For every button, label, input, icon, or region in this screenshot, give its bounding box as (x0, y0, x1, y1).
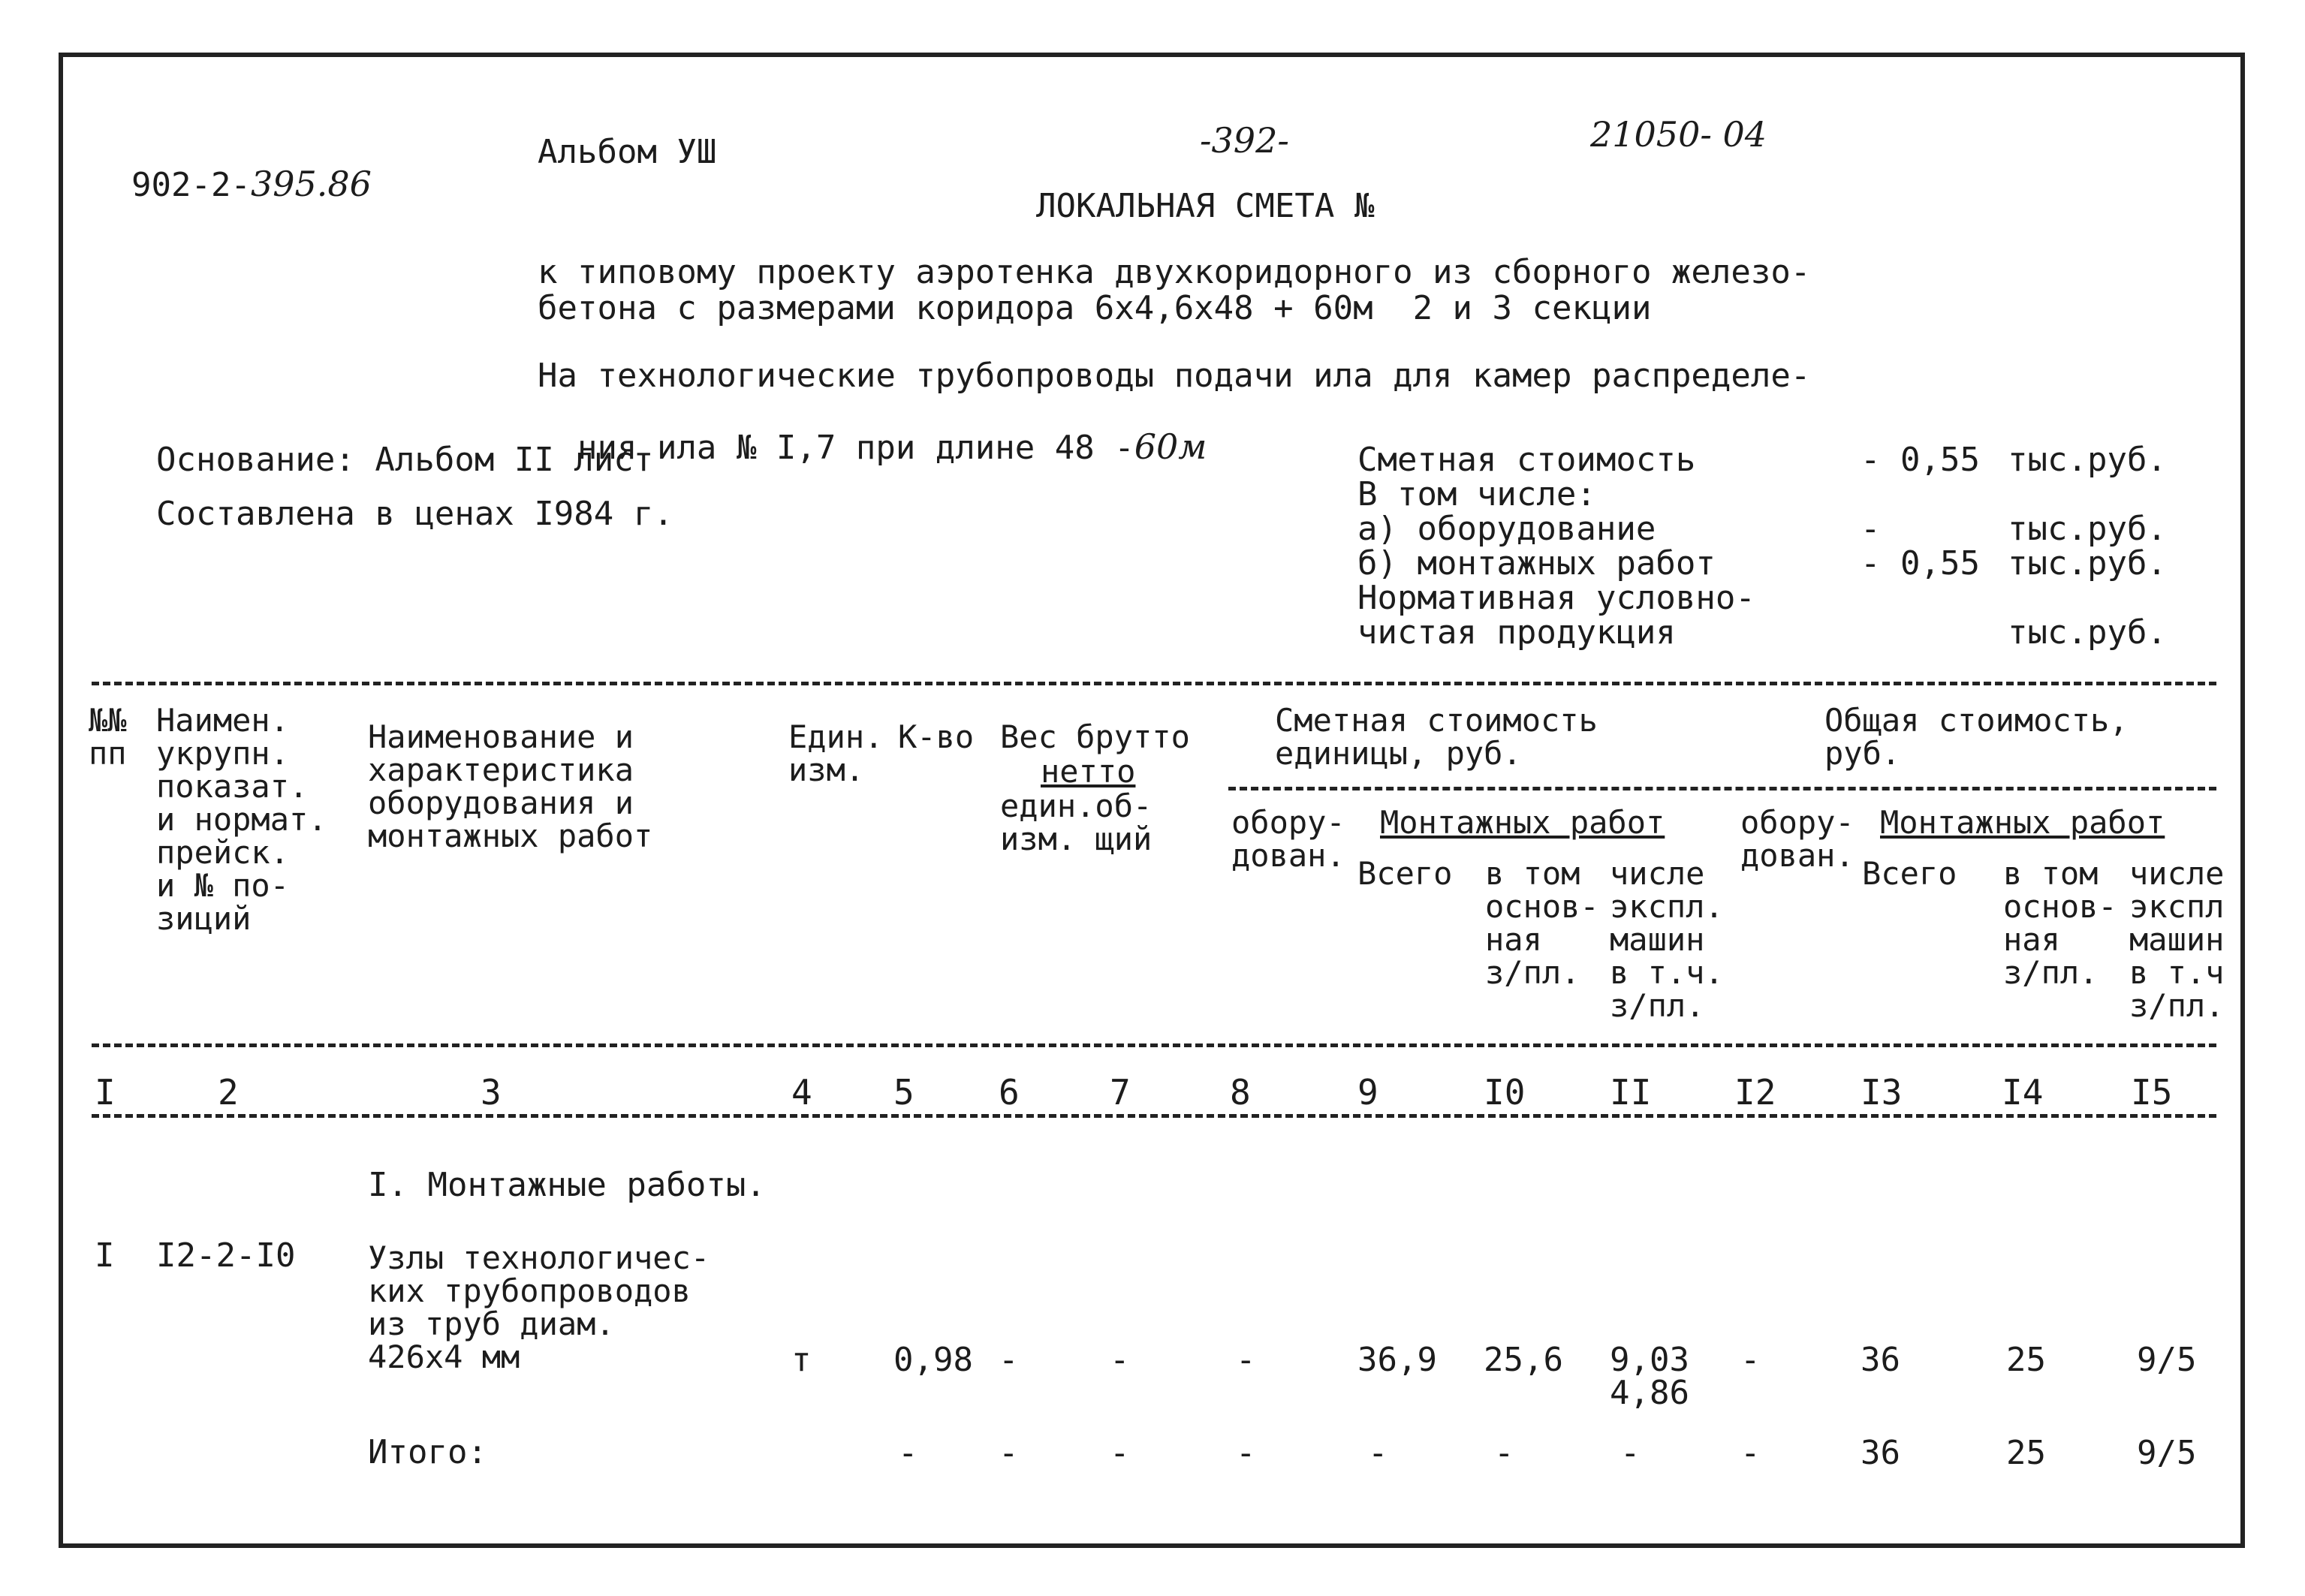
header-equipment: обору- дован. (1231, 804, 1345, 874)
header-incl-machines: числе экспл. машин в т.ч. з/пл. (1610, 855, 1724, 1024)
total-col6: - (999, 1434, 1019, 1472)
row-code: I2-2-I0 (156, 1236, 296, 1275)
row-quantity: 0,98 (893, 1341, 973, 1379)
project-line-3: На технологические трубопроводы подачи ила для камер распределе- (538, 357, 1811, 395)
mounting-label: б) монтажных работ (1357, 544, 1716, 583)
header-weight-gross: Вес брутто (1000, 718, 1190, 755)
total-col9: - (1368, 1434, 1388, 1472)
estimated-cost-label: Сметная стоимость (1357, 441, 1696, 479)
column-number: 6 (999, 1072, 1020, 1113)
column-number: 9 (1357, 1072, 1378, 1113)
total-col7: - (1110, 1434, 1130, 1472)
total-label: Итого: (368, 1433, 487, 1471)
table-top-divider (92, 682, 2216, 685)
row-col13: 36 (1861, 1341, 1900, 1379)
project-line-1: к типовому проекту аэротенка двухкоридорного из сборного железо- (538, 253, 1811, 291)
basis-text: Основание: Альбом II лист (156, 441, 654, 479)
row-col15: 9/5 (2137, 1341, 2197, 1379)
row-col12: - (1740, 1341, 1761, 1379)
header-unit: Един. изм. (788, 718, 884, 788)
header-equipment-total: обору- дован. (1740, 804, 1855, 874)
header-weight-net: нетто (1041, 753, 1136, 790)
header-weight-unit: един.об- изм. щий (1000, 787, 1152, 857)
row-col10: 25,6 (1484, 1341, 1563, 1379)
mounting-value: - 0,55 (1861, 544, 1980, 583)
page-number: -392- (1200, 120, 1289, 161)
normative-label-2: чистая продукция (1357, 613, 1676, 652)
including-label: В том числе: (1357, 475, 1596, 513)
total-col15: 9/5 (2137, 1434, 2197, 1472)
document-code-handwritten: 395.86 (250, 164, 372, 204)
normative-unit: тыс.руб. (2008, 613, 2167, 652)
page-title: ЛОКАЛЬНАЯ СМЕТА № (1036, 187, 1375, 225)
row-col8: - (1236, 1341, 1256, 1379)
column-numbers-divider (92, 1114, 2216, 1118)
column-number: I0 (1484, 1072, 1526, 1113)
column-number: 3 (481, 1072, 502, 1113)
column-number: 2 (218, 1072, 239, 1113)
section-title: I. Монтажные работы. (368, 1166, 766, 1204)
column-number: 7 (1110, 1072, 1131, 1113)
normative-label-1: Нормативная условно- (1357, 579, 1755, 617)
row-name: Узлы технологичес- ких трубопроводов из труб диам. 426х4 мм (368, 1239, 710, 1375)
project-line-2: бетона с размерами коридора 6х4,6х48 + 60м 2 и 3 секции (538, 289, 1652, 327)
header-unit-cost: Сметная стоимость единицы, руб. (1275, 702, 1598, 772)
header-quantity: К-во (898, 718, 975, 755)
header-inner-divider (1228, 787, 2216, 790)
header-incl-base: в том основ- ная з/пл. (1485, 855, 1599, 991)
header-bottom-divider (92, 1043, 2216, 1047)
header-row-number: №№ пп (89, 702, 127, 772)
total-col11: - (1620, 1434, 1641, 1472)
column-number: 5 (893, 1072, 914, 1113)
header-name: Наименование и характеристика оборудования и монтажных работ (368, 718, 653, 854)
header-total-2: Всего (1862, 855, 1957, 892)
header-code: Наимен. укрупн. показат. и нормат. прейск. и № по- зиций (156, 702, 327, 937)
document-number: 21050- 04 (1590, 114, 1767, 155)
column-number: I3 (1861, 1072, 1903, 1113)
prices-text: Составлена в ценах I984 г. (156, 495, 673, 533)
column-number: I (95, 1072, 116, 1113)
row-col6: - (999, 1341, 1019, 1379)
column-number: I4 (2002, 1072, 2044, 1113)
row-col9: 36,9 (1357, 1341, 1437, 1379)
row-col11-top: 9,03 (1610, 1341, 1689, 1379)
project-line-4-print: ния ила № I,7 при длине 48 - (577, 429, 1134, 467)
header-incl-machines-2: числе экспл машин в т.ч з/пл. (2129, 855, 2225, 1024)
total-col8: - (1236, 1434, 1256, 1472)
document-code (92, 132, 372, 203)
row-col14: 25 (2006, 1341, 2046, 1379)
equipment-value: - (1861, 510, 1881, 548)
header-mounting-works-total: Монтажных работ (1880, 804, 2165, 841)
row-unit: т (791, 1341, 812, 1379)
equipment-label: а) оборудование (1357, 510, 1656, 548)
total-col13: 36 (1861, 1434, 1900, 1472)
column-number: I2 (1734, 1072, 1776, 1113)
row-number: I (95, 1236, 115, 1275)
album-label: Альбом УШ (538, 133, 717, 171)
column-number: II (1610, 1072, 1652, 1113)
column-number: 4 (791, 1072, 812, 1113)
header-mounting-works: Монтажных работ (1380, 804, 1665, 841)
total-col10: - (1494, 1434, 1514, 1472)
total-col12: - (1740, 1434, 1761, 1472)
column-number: 8 (1230, 1072, 1251, 1113)
column-number: I5 (2131, 1072, 2173, 1113)
estimated-cost-unit: тыс.руб. (2008, 441, 2167, 479)
mounting-unit: тыс.руб. (2008, 544, 2167, 583)
estimated-cost-value: - 0,55 (1861, 441, 1980, 479)
total-col5: - (898, 1434, 918, 1472)
header-incl-base-2: в том основ- ная з/пл. (2003, 855, 2117, 991)
project-line-4-handwritten: 60м (1134, 426, 1207, 467)
row-col11-bottom: 4,86 (1610, 1374, 1689, 1412)
header-total-cost: Общая стоимость, руб. (1824, 702, 2129, 772)
equipment-unit: тыс.руб. (2008, 510, 2167, 548)
row-col7: - (1110, 1341, 1130, 1379)
total-col14: 25 (2006, 1434, 2046, 1472)
header-total: Всего (1357, 855, 1453, 892)
document-code-prefix: 902-2- (131, 166, 251, 204)
